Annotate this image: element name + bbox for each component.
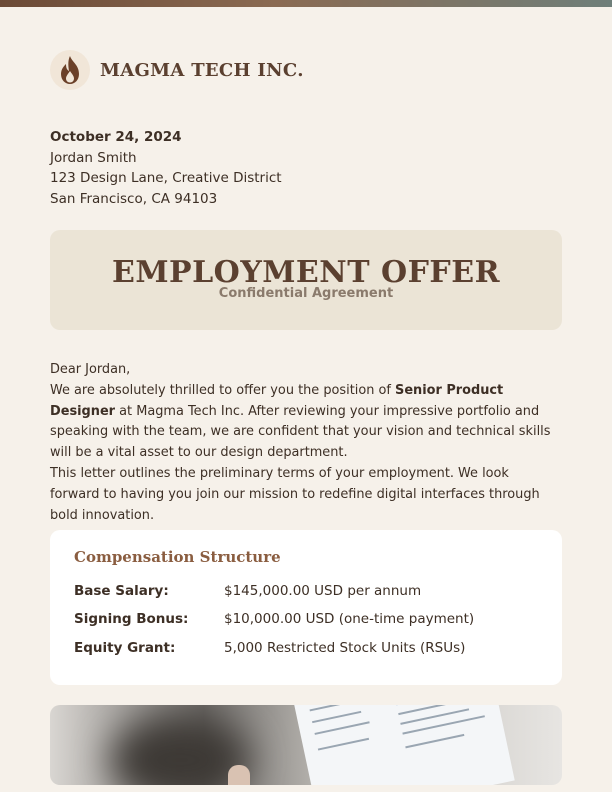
- document-subtitle: Confidential Agreement: [218, 286, 394, 301]
- compensation-label: Base Salary:: [74, 583, 169, 599]
- recipient-address-line2: San Francisco, CA 94103: [50, 191, 218, 208]
- letter-paragraph-2: This letter outlines the preliminary terms of your employment. We look forward to having you join our mission to redefine digital interfaces through bold innovation.: [50, 465, 540, 523]
- compensation-value: $10,000.00 USD (one-time payment): [224, 611, 475, 627]
- flame-icon: [50, 50, 90, 90]
- compensation-label: Equity Grant:: [74, 640, 176, 656]
- compensation-row: [74, 611, 474, 627]
- compensation-row: [74, 583, 421, 599]
- letter-body: [50, 360, 562, 526]
- title-card: [50, 230, 562, 330]
- position-title: Senior Product Designer: [50, 382, 504, 419]
- compensation-row: [74, 640, 465, 656]
- letterhead: [50, 48, 304, 92]
- paragraph-1-intro: We are absolutely thrilled to offer you the position of: [50, 382, 396, 398]
- resume-sheet: [290, 705, 515, 785]
- compensation-card: [50, 530, 562, 685]
- top-accent-bar: [0, 0, 612, 7]
- resume-photo: [50, 705, 562, 785]
- recipient-name: Jordan Smith: [50, 149, 137, 166]
- document-title: EMPLOYMENT OFFER: [111, 255, 501, 290]
- letter-paragraph-1: [50, 381, 562, 464]
- company-name: MAGMA TECH INC.: [100, 59, 304, 81]
- compensation-label: Signing Bonus:: [74, 611, 189, 627]
- compensation-title: Compensation Structure: [74, 548, 281, 566]
- letter-date: October 24, 2024: [50, 129, 182, 145]
- compensation-value: 5,000 Restricted Stock Units (RSUs): [224, 640, 466, 656]
- recipient-block: [50, 127, 282, 210]
- finger: [228, 765, 250, 785]
- recipient-address-line1: 123 Design Lane, Creative District: [50, 170, 282, 187]
- compensation-value: $145,000.00 USD per annum: [224, 583, 422, 599]
- paragraph-1-rest: at Magma Tech Inc. After reviewing your impressive portfolio and speaking with the team, we are confident that your vision and technical skills will be a vital asset to our design department.: [50, 403, 551, 461]
- letter-greeting: Dear Jordan,: [50, 362, 131, 377]
